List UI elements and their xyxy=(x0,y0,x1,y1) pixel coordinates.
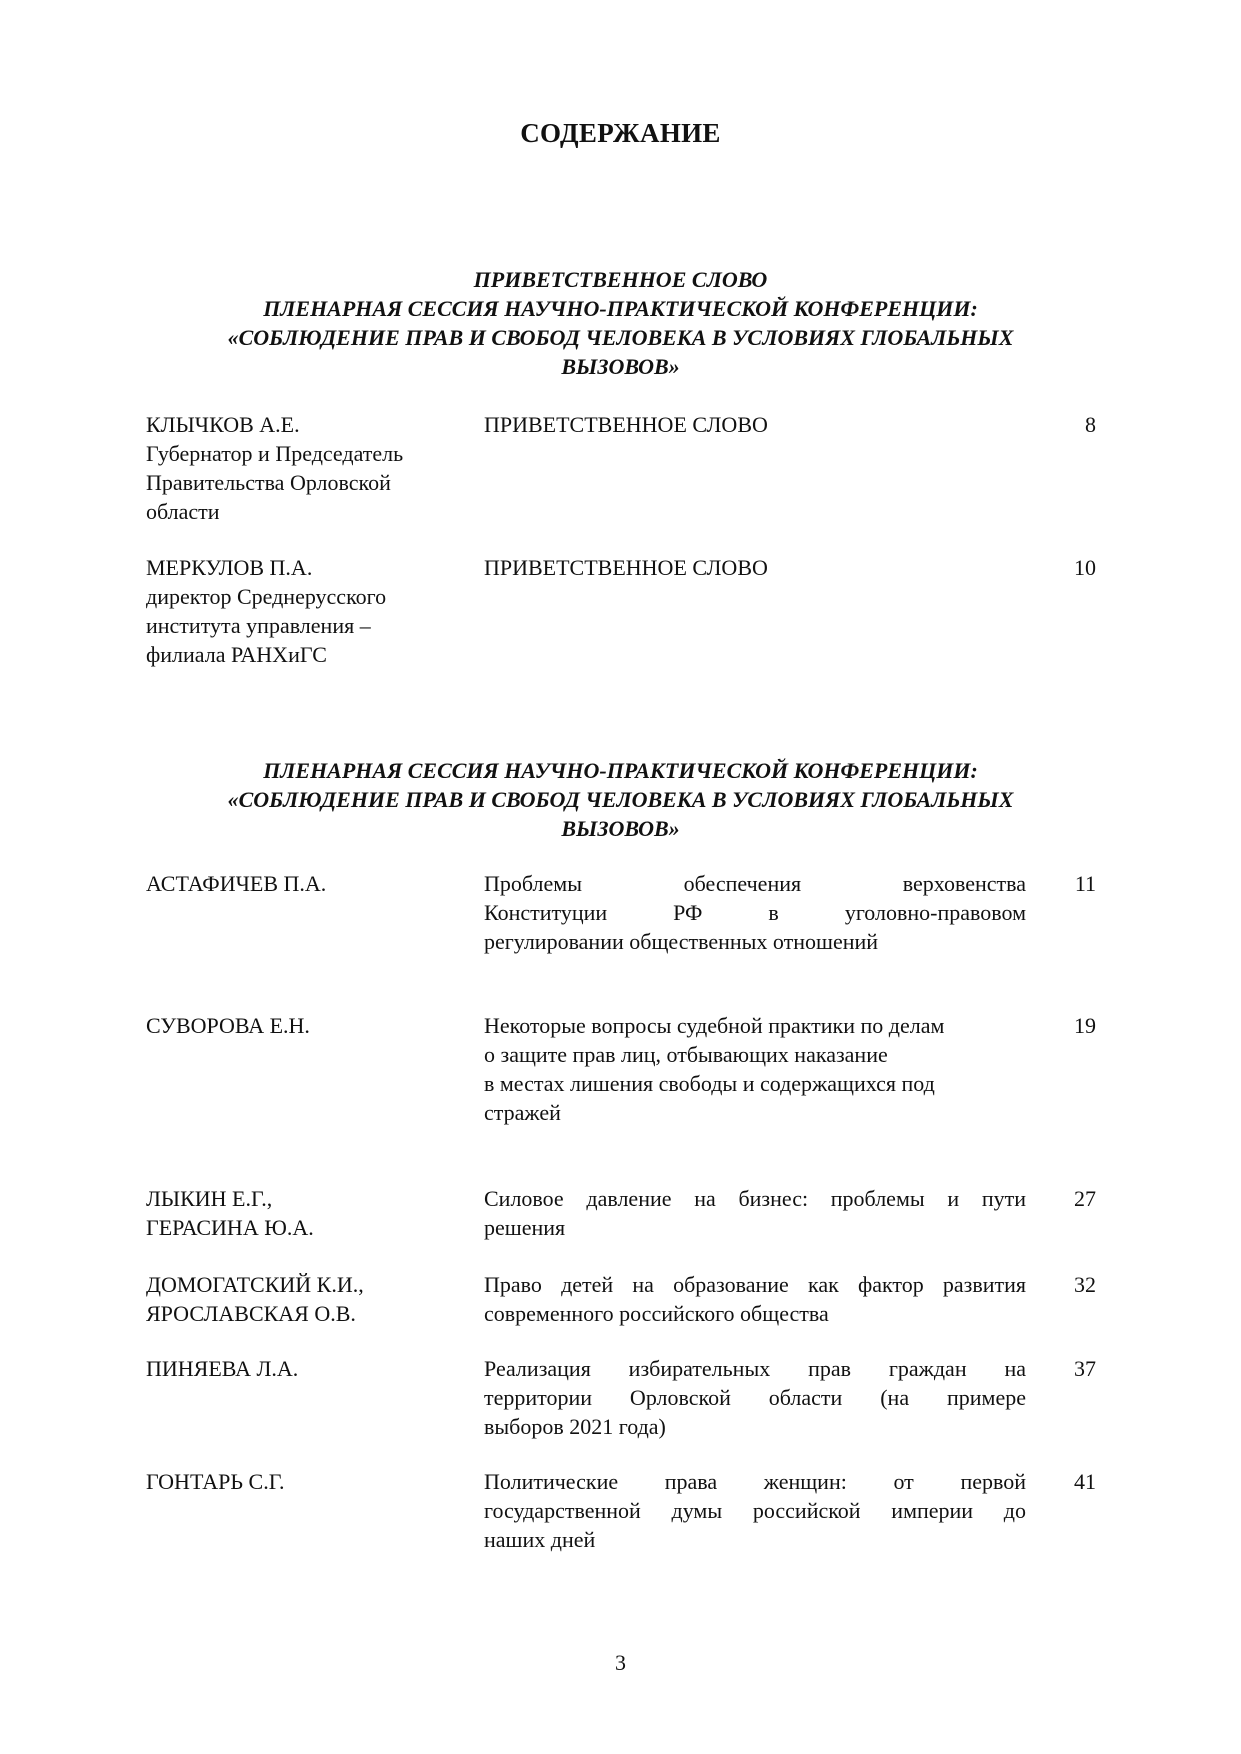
author-position: института управления – xyxy=(146,613,371,638)
section-heading-line: ПЛЕНАРНАЯ СЕССИЯ НАУЧНО-ПРАКТИЧЕСКОЙ КОНФЕРЕНЦИИ: xyxy=(263,296,978,321)
author-position: Правительства Орловской xyxy=(146,470,391,495)
section-heading-plenary xyxy=(150,756,1091,843)
toc-title-line: современного российского общества xyxy=(484,1301,829,1326)
toc-author xyxy=(146,553,466,669)
toc-title-line: Конституции РФ в уголовно-правовом xyxy=(484,900,1026,925)
section-heading-line: ВЫЗОВОВ» xyxy=(561,354,680,379)
toc-page-number: 32 xyxy=(1074,1272,1096,1297)
toc-title xyxy=(484,869,1026,956)
toc-title: ПРИВЕТСТВЕННОЕ СЛОВО xyxy=(484,555,768,580)
page-number: 3 xyxy=(615,1650,626,1675)
author-name: ЯРОСЛАВСКАЯ О.В. xyxy=(146,1301,356,1326)
toc-title-line: о защите прав лиц, отбывающих наказание xyxy=(484,1042,888,1067)
toc-title-line: Некоторые вопросы судебной практики по делам xyxy=(484,1013,945,1038)
toc-page-number: 10 xyxy=(1074,555,1096,580)
toc-author xyxy=(146,1354,466,1383)
author-name: ДОМОГАТСКИЙ К.И., xyxy=(146,1272,364,1297)
toc-title-line: наших дней xyxy=(484,1527,596,1552)
toc-author xyxy=(146,1467,466,1496)
toc-page-number: 37 xyxy=(1074,1356,1096,1381)
toc-title-line: Реализация избирательных прав граждан на xyxy=(484,1356,1026,1381)
toc-title-line: решения xyxy=(484,1215,566,1240)
toc-page-number: 27 xyxy=(1074,1186,1096,1211)
toc-page-number: 8 xyxy=(1085,412,1096,437)
toc-title xyxy=(484,1011,1026,1127)
section-heading-welcome xyxy=(150,265,1091,381)
section-heading-line: ПРИВЕТСТВЕННОЕ СЛОВО xyxy=(473,267,768,292)
author-name: ГЕРАСИНА Ю.А. xyxy=(146,1215,314,1240)
toc-author xyxy=(146,1184,466,1242)
author-position: Губернатор и Председатель xyxy=(146,441,404,466)
toc-title-line: Политические права женщин: от первой xyxy=(484,1469,1026,1494)
toc-page-number: 11 xyxy=(1074,871,1096,896)
author-name: КЛЫЧКОВ А.Е. xyxy=(146,412,300,437)
toc-page-number: 19 xyxy=(1074,1013,1096,1038)
toc-title xyxy=(484,1467,1026,1554)
author-name: ГОНТАРЬ С.Г. xyxy=(146,1469,285,1494)
toc-author xyxy=(146,1011,466,1040)
page-title: СОДЕРЖАНИЕ xyxy=(520,118,721,148)
toc-author xyxy=(146,410,466,526)
section-heading-line: ПЛЕНАРНАЯ СЕССИЯ НАУЧНО-ПРАКТИЧЕСКОЙ КОНФЕРЕНЦИИ: xyxy=(263,758,978,783)
section-heading-line: «СОБЛЮДЕНИЕ ПРАВ И СВОБОД ЧЕЛОВЕКА В УСЛОВИЯХ ГЛОБАЛЬНЫХ xyxy=(227,325,1014,350)
author-name: МЕРКУЛОВ П.А. xyxy=(146,555,313,580)
toc-title-line: территории Орловской области (на примере xyxy=(484,1385,1026,1410)
toc-title-line: выборов 2021 года) xyxy=(484,1414,666,1439)
toc-title-line: регулировании общественных отношений xyxy=(484,929,879,954)
section-heading-line: ВЫЗОВОВ» xyxy=(561,816,680,841)
author-position: филиала РАНХиГС xyxy=(146,642,327,667)
toc-title xyxy=(484,1184,1026,1242)
author-name: СУВОРОВА Е.Н. xyxy=(146,1013,310,1038)
author-name: ЛЫКИН Е.Г., xyxy=(146,1186,273,1211)
toc-title-line: в местах лишения свободы и содержащихся под xyxy=(484,1071,935,1096)
toc-title xyxy=(484,1354,1026,1441)
toc-title-line: Право детей на образование как фактор развития xyxy=(484,1272,1026,1297)
toc-author xyxy=(146,869,466,898)
author-position: директор Среднерусского xyxy=(146,584,387,609)
toc-author xyxy=(146,1270,466,1328)
toc-title-line: стражей xyxy=(484,1100,561,1125)
author-name: АСТАФИЧЕВ П.А. xyxy=(146,871,327,896)
toc-title-line: Силовое давление на бизнес: проблемы и пути xyxy=(484,1186,1026,1211)
toc-title xyxy=(484,1270,1026,1328)
author-position: области xyxy=(146,499,220,524)
section-heading-line: «СОБЛЮДЕНИЕ ПРАВ И СВОБОД ЧЕЛОВЕКА В УСЛОВИЯХ ГЛОБАЛЬНЫХ xyxy=(227,787,1014,812)
toc-title-line: Проблемы обеспечения верховенства xyxy=(484,871,1026,896)
toc-title: ПРИВЕТСТВЕННОЕ СЛОВО xyxy=(484,412,768,437)
toc-title-line: государственной думы российской империи до xyxy=(484,1498,1026,1523)
toc-page-number: 41 xyxy=(1074,1469,1096,1494)
author-name: ПИНЯЕВА Л.А. xyxy=(146,1356,299,1381)
